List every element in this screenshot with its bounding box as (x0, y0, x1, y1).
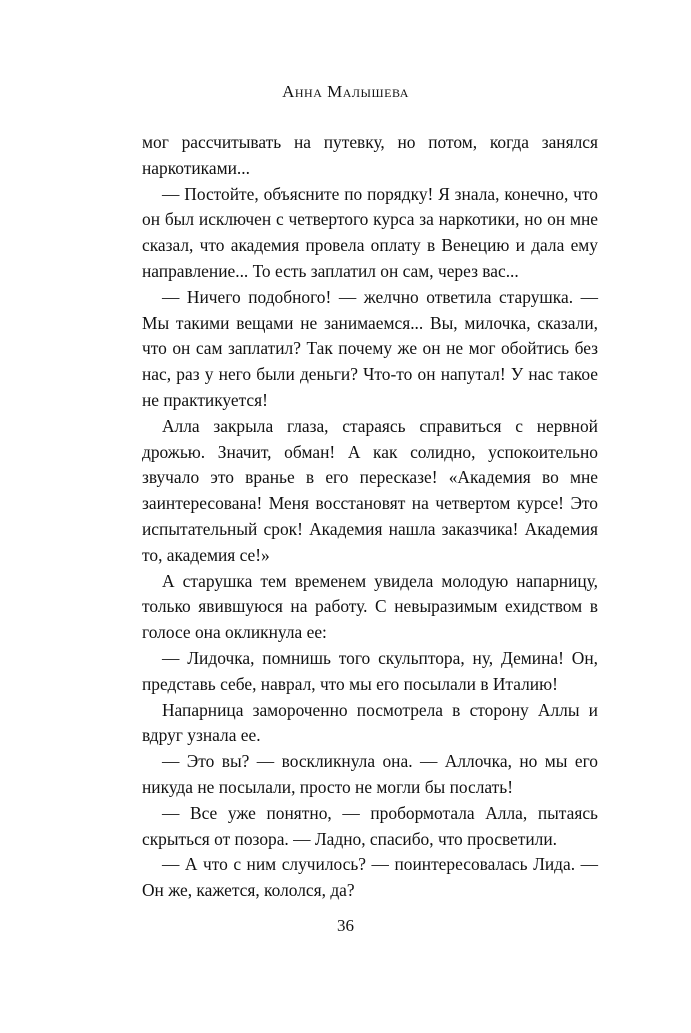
paragraph: Алла закрыла глаза, стараясь справиться с нервной дрожью. Значит, обман! А как солидно, успокоительно звучало это вранье в его пересказе! «Академия во мне заинтересована! Меня восстановят на четвертом курсе! Это испытательный срок! Академия нашла заказчика! Академия то, академия се!» (142, 415, 598, 565)
running-header: Анна Малышева (282, 82, 409, 101)
paragraph: Напарница замороченно посмотрела в сторону Аллы и вдруг узнала ее. (142, 699, 598, 746)
paragraph: — Постойте, объясните по порядку! Я знала, конечно, что он был исключен с четвертого курса за наркотики, но он мне сказал, что академия провела оплату в Венецию и дала ему направление... То есть заплатил он сам, через вас... (142, 183, 598, 281)
paragraph: А старушка тем временем увидела молодую напарницу, только явившуюся на работу. С невыразимым ехидством в голосе она окликнула ее: (142, 570, 598, 643)
paragraph: мог рассчитывать на путевку, но потом, когда занялся наркотиками... (142, 132, 598, 178)
paragraph: — Это вы? — воскликнула она. — Аллочка, но мы его никуда не посылали, просто не могли бы послать! (142, 751, 598, 797)
paragraph: — А что с ним случилось? — поинтересовалась Лида. — Он же, кажется, кололся, да? (142, 854, 598, 901)
paragraph: — Все уже понятно, — пробормотала Алла, пытаясь скрыться от позора. — Ладно, спасибо, что просветили. (142, 802, 598, 849)
paragraph: — Лидочка, помнишь того скульптора, ну, Демина! Он, представь себе, наврал, что мы его посылали в Италию! (142, 647, 598, 694)
paragraph: — Ничего подобного! — желчно ответила старушка. — Мы такими вещами не занимаемся... Вы, милочка, сказали, что он сам заплатил? Так почему же он не мог обойтись без нас, раз у него были деньги? Что-то он напутал! У нас такое не практикуется! (142, 286, 598, 410)
body-text (142, 130, 598, 904)
page-number: 36 (337, 916, 354, 935)
